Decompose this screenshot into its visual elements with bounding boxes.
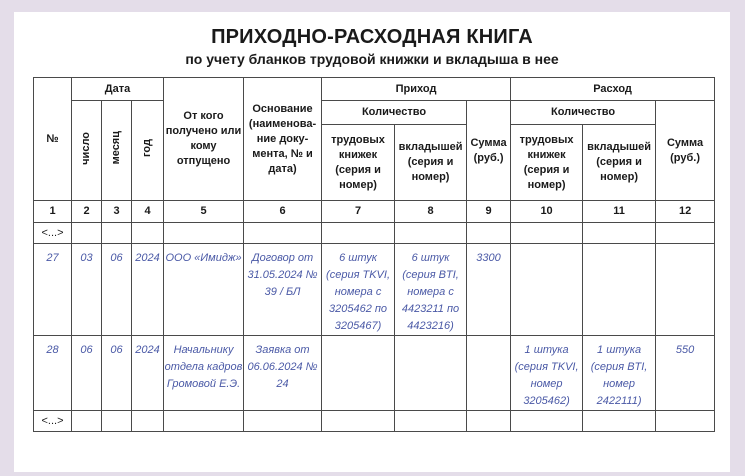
header-num: №: [34, 78, 72, 201]
header-date: Дата: [72, 78, 164, 101]
ellipsis-row: [34, 411, 715, 432]
row-basis: Договор от 31.05.2024 № 39 / БЛ: [244, 244, 322, 336]
row-num: 27: [34, 244, 72, 336]
row-income-sum: 3300: [467, 244, 511, 336]
row-day: 06: [72, 336, 102, 411]
column-number-row: [34, 201, 715, 223]
row-year: 2024: [132, 336, 164, 411]
header-expense-qty: Количество: [511, 101, 656, 125]
row-year: 2024: [132, 244, 164, 336]
table-row: [34, 336, 715, 411]
row-month: 06: [102, 244, 132, 336]
row-income-books: 6 штук (серия TKVI, номера с 3205462 по 3205467): [322, 244, 395, 336]
ellipsis-row: [34, 223, 715, 244]
header-income-sum: Сумма (руб.): [467, 101, 511, 201]
row-income-inserts: 6 штук (серия BTI, номера с 4423211 по 4423216): [395, 244, 467, 336]
col-number: 1: [34, 201, 72, 223]
row-income-inserts: [395, 336, 467, 411]
header-month: месяц: [110, 131, 122, 165]
row-expense-books: [511, 244, 583, 336]
page-subtitle: по учету бланков трудовой книжки и вкладыша в нее: [185, 51, 559, 67]
header-expense-inserts: вкладышей (серия и номер): [583, 125, 656, 201]
header-income-inserts: вкладышей (серия и номер): [395, 125, 467, 201]
header-from: От кого получено или кому отпущено: [164, 78, 244, 201]
col-number: 6: [244, 201, 322, 223]
table-row: [34, 244, 715, 336]
row-income-books: [322, 336, 395, 411]
row-day: 03: [72, 244, 102, 336]
row-expense-sum: 550: [656, 336, 715, 411]
ellipsis-cell: <...>: [34, 223, 72, 244]
row-expense-books: 1 штука (серия TKVI, номер 3205462): [511, 336, 583, 411]
document-sheet: [14, 12, 730, 472]
row-basis: Заявка от 06.06.2024 № 24: [244, 336, 322, 411]
header-day-cell: [72, 101, 102, 201]
row-expense-sum: [656, 244, 715, 336]
col-number: 4: [132, 201, 164, 223]
page-title: ПРИХОДНО-РАСХОДНАЯ КНИГА: [211, 26, 533, 48]
col-number: 10: [511, 201, 583, 223]
header-income-qty: Количество: [322, 101, 467, 125]
col-number: 7: [322, 201, 395, 223]
header-year: год: [141, 139, 154, 157]
header-expense-books: трудовых книжек (серия и номер): [511, 125, 583, 201]
header-day: число: [80, 131, 92, 165]
header-year-cell: [132, 101, 164, 201]
row-month: 06: [102, 336, 132, 411]
col-number: 11: [583, 201, 656, 223]
row-expense-inserts: 1 штука (серия BTI, номер 2422111): [583, 336, 656, 411]
ellipsis-cell: <...>: [34, 411, 72, 432]
row-from: Начальнику отдела кадров Громовой Е.Э.: [164, 336, 244, 411]
col-number: 8: [395, 201, 467, 223]
row-num: 28: [34, 336, 72, 411]
header-expense-sum: Сумма (руб.): [656, 101, 715, 201]
header-income: Приход: [322, 78, 511, 101]
col-number: 12: [656, 201, 715, 223]
col-number: 9: [467, 201, 511, 223]
row-from: ООО «Имидж»: [164, 244, 244, 336]
row-income-sum: [467, 336, 511, 411]
row-expense-inserts: [583, 244, 656, 336]
col-number: 3: [102, 201, 132, 223]
header-income-books: трудовых книжек (серия и номер): [322, 125, 395, 201]
col-number: 2: [72, 201, 102, 223]
header-month-cell: [102, 101, 132, 201]
ledger-table: [33, 77, 715, 432]
header-expense: Расход: [511, 78, 715, 101]
header-basis: Основание (наименова- ние доку- мента, № и дата): [244, 78, 322, 201]
col-number: 5: [164, 201, 244, 223]
